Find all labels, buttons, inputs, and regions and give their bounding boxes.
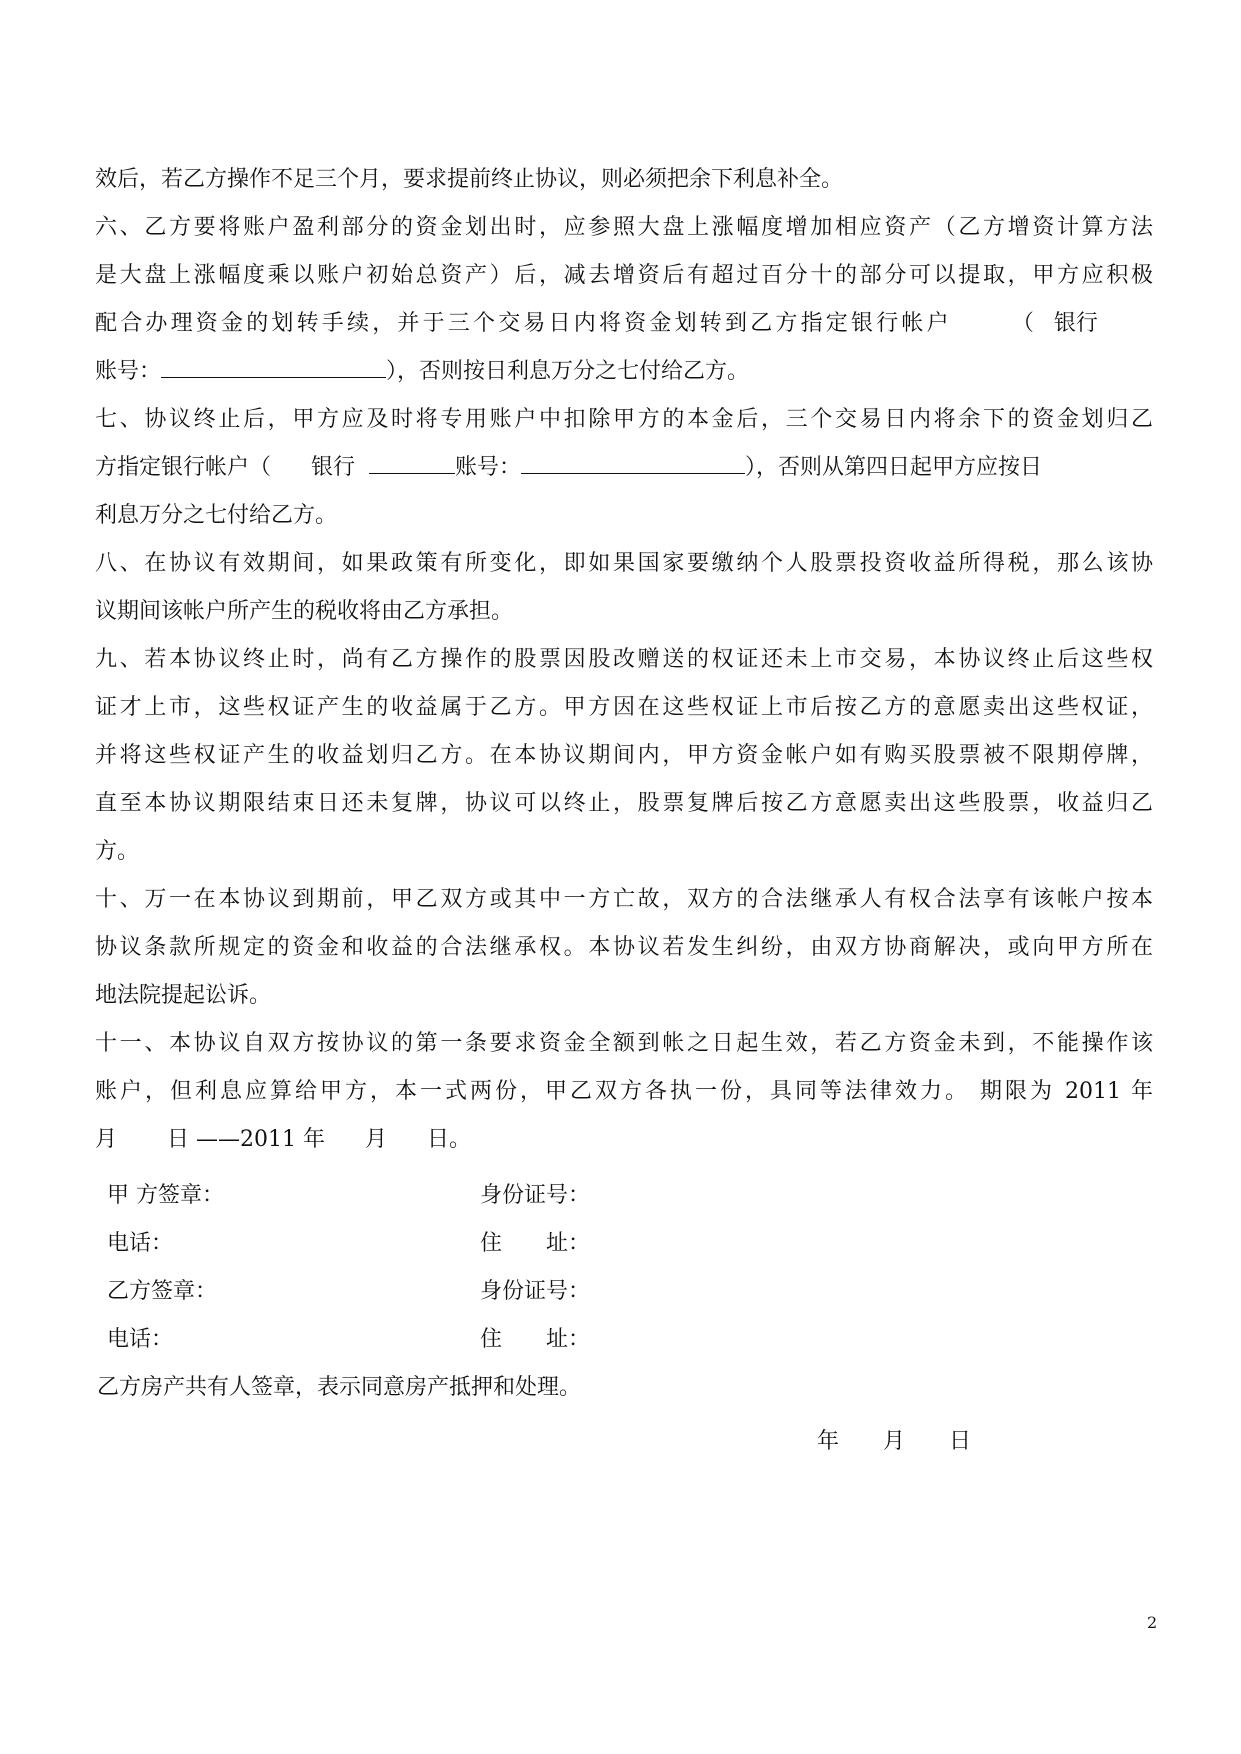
account-label: 账号：	[455, 455, 522, 480]
text-fragment: 方指定银行帐户（	[95, 455, 272, 480]
term-date-line	[95, 1116, 1153, 1164]
account-number-blank[interactable]	[161, 357, 386, 378]
paren-open: （	[1011, 311, 1034, 336]
text-fragment: 配合办理资金的划转手续，并于三个交易日内将资金划转到乙方指定银行帐户	[95, 311, 952, 336]
text-fragment: ），否则按日利息万分之七付给乙方。	[386, 359, 750, 384]
text-line	[95, 348, 1153, 396]
date-month: 月	[883, 1429, 906, 1454]
clause-11-line: 十一、本协议自双方按协议的第一条要求资金全额到帐之日起生效，若乙方资金未到，不能操作该	[95, 1031, 1153, 1056]
text-line: 利息万分之七付给乙方。	[95, 503, 338, 528]
clause-6-line: 六、乙方要将账户盈利部分的资金划出时，应参照大盘上涨幅度增加相应资产（乙方增资计算方法	[95, 215, 1153, 240]
text-line: 并将这些权证产生的收益划归乙方。在本协议期间内，甲方资金帐户如有购买股票被不限期停牌，	[95, 743, 1153, 768]
address-char: 址：	[546, 1231, 591, 1256]
address-label	[480, 1220, 590, 1268]
text-fragment: ），否则从第四日起甲方应按日	[745, 455, 1043, 480]
clause-9-line: 九、若本协议终止时，尚有乙方操作的股票因股改赠送的权证还未上市交易，本协议终止后这些权	[95, 647, 1153, 672]
page-number: 2	[1147, 1613, 1158, 1632]
agreement-body	[95, 156, 1153, 1164]
text-line: 是大盘上涨幅度乘以账户初始总资产）后，减去增资后有超过百分十的部分可以提取，甲方应积极	[95, 263, 1153, 288]
date-day: 日	[949, 1429, 972, 1454]
party-a-seal-label: 甲 方签章：	[107, 1183, 224, 1208]
text-line: 证才上市，这些权证产生的收益属于乙方。甲方因在这些权证上市后按乙方的意愿卖出这些权证，	[95, 695, 1153, 720]
address-char: 住	[480, 1327, 503, 1352]
text-line: 议期间该帐户所产生的税收将由乙方承担。	[95, 599, 514, 624]
text-line: 直至本协议期限结束日还未复牌，协议可以终止，股票复牌后按乙方意愿卖出这些股票，收益归乙	[95, 791, 1153, 816]
party-b-seal-label: 乙方签章：	[107, 1279, 218, 1304]
text-line: 方。	[95, 839, 140, 864]
address-char: 址：	[546, 1327, 591, 1352]
phone-label: 电话：	[107, 1231, 174, 1256]
clause-10-line: 十、万一在本协议到期前，甲乙双方或其中一方亡故，双方的合法继承人有权合法享有该帐户按本	[95, 887, 1153, 912]
text-line: 效后，若乙方操作不足三个月，要求提前终止协议，则必须把余下利息补全。	[95, 167, 844, 192]
term-month: 月	[95, 1127, 118, 1152]
text-line	[95, 444, 1153, 492]
text-line: 地法院提起讼诉。	[95, 983, 272, 1008]
co-owner-consent: 乙方房产共有人签章，表示同意房产抵押和处理。	[97, 1375, 582, 1400]
account-label: 账号：	[95, 359, 162, 384]
bank-name-blank[interactable]	[369, 453, 455, 474]
phone-label: 电话：	[107, 1327, 174, 1352]
text-line: 账户，但利息应算给甲方，本一式两份，甲乙双方各执一份，具同等法律效力。 期限为 2011 年	[95, 1079, 1153, 1104]
id-number-label: 身份证号：	[480, 1183, 591, 1208]
bank-label: 银行	[311, 455, 356, 480]
account-number-blank[interactable]	[521, 453, 745, 474]
sign-date	[817, 1418, 971, 1466]
clause-7-line: 七、协议终止后，甲方应及时将专用账户中扣除甲方的本金后，三个交易日内将余下的资金划归乙	[95, 407, 1153, 432]
address-char: 住	[480, 1231, 503, 1256]
term-end-month: 月	[365, 1127, 388, 1152]
term-day-to-year: 日 ——2011 年	[167, 1127, 325, 1152]
text-line	[95, 300, 1153, 348]
id-number-label: 身份证号：	[480, 1279, 591, 1304]
clause-8-line: 八、在协议有效期间，如果政策有所变化，即如果国家要缴纳个人股票投资收益所得税，那么该协	[95, 551, 1153, 576]
address-label	[480, 1316, 590, 1364]
bank-label: 银行	[1053, 311, 1098, 336]
term-end-day: 日。	[427, 1127, 472, 1152]
text-line: 协议条款所规定的资金和收益的合法继承权。本协议若发生纠纷，由双方协商解决，或向甲方所在	[95, 935, 1153, 960]
date-year: 年	[817, 1429, 840, 1454]
